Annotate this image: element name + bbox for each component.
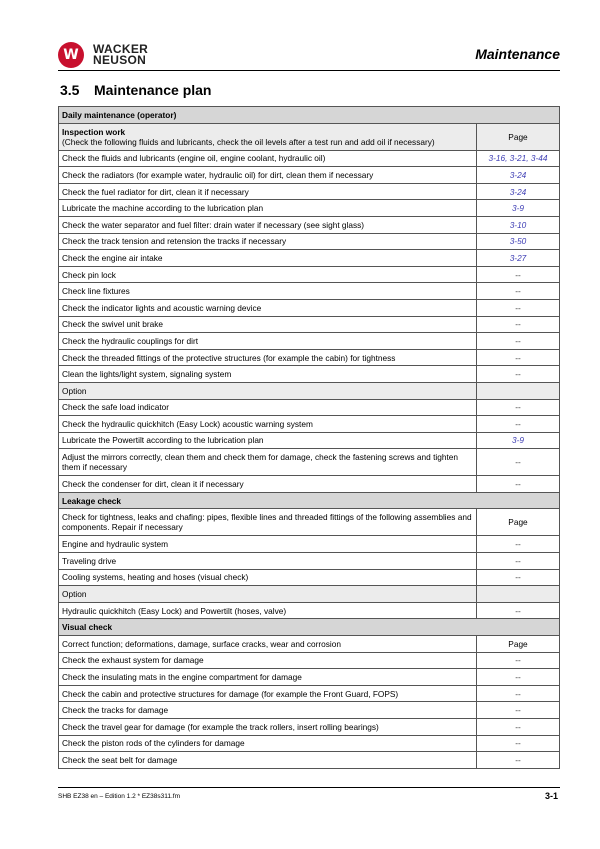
page-reference: --	[477, 416, 560, 433]
page-reference: --	[477, 399, 560, 416]
daily-maintenance-header	[59, 107, 560, 124]
page-column-header: Page	[477, 509, 560, 536]
page-reference: --	[477, 569, 560, 586]
maintenance-plan-table	[58, 106, 560, 769]
wacker-logo-icon: W	[58, 42, 84, 68]
task-description: Check the tracks for damage	[59, 702, 477, 719]
page-column-header: Page	[477, 636, 560, 653]
table-row	[59, 416, 560, 433]
leakage-check-header	[59, 492, 560, 509]
table-row	[59, 216, 560, 233]
page-link[interactable]: 3-50	[509, 236, 527, 247]
table-row	[59, 719, 560, 736]
page-reference	[477, 233, 560, 250]
page-reference: --	[477, 669, 560, 686]
task-description: Check the threaded fittings of the protective structures (for example the cabin) for tightness	[59, 349, 477, 366]
task-description: Check the piston rods of the cylinders for damage	[59, 735, 477, 752]
leakage-intro: Check for tightness, leaks and chafing: pipes, flexible lines and threaded fittings of the following assemblies and components. Repair if necessary	[59, 509, 477, 536]
page-reference: --	[477, 735, 560, 752]
page-column-header: Page	[477, 123, 560, 150]
inspection-work-header-title: Inspection work	[62, 126, 126, 137]
page-link[interactable]: 3-24	[509, 186, 527, 197]
task-description: Check the condenser for dirt, clean it if necessary	[59, 476, 477, 493]
table-row	[59, 150, 560, 167]
inspection-work-header	[59, 123, 560, 150]
page-link[interactable]: 3-9	[512, 203, 524, 214]
page-reference: --	[477, 449, 560, 476]
page-number: 3-1	[544, 791, 558, 801]
table-row	[59, 349, 560, 366]
page-reference: --	[477, 719, 560, 736]
table-row	[59, 536, 560, 553]
page-reference	[477, 250, 560, 267]
section-title	[60, 82, 211, 98]
table-row	[59, 333, 560, 350]
table-row	[59, 299, 560, 316]
table-row	[59, 366, 560, 383]
footer-divider	[58, 787, 560, 788]
task-description: Check the exhaust system for damage	[59, 652, 477, 669]
option-page-cell	[477, 382, 560, 399]
table-row	[59, 752, 560, 769]
table-row	[59, 735, 560, 752]
task-description: Check pin lock	[59, 266, 477, 283]
page-reference: --	[477, 366, 560, 383]
task-description: Cooling systems, heating and hoses (visual check)	[59, 569, 477, 586]
page-reference: --	[477, 333, 560, 350]
task-description: Check the seat belt for damage	[59, 752, 477, 769]
page-reference: --	[477, 702, 560, 719]
page-reference: --	[477, 299, 560, 316]
task-description: Check the indicator lights and acoustic warning device	[59, 299, 477, 316]
page-reference: --	[477, 652, 560, 669]
table-row	[59, 399, 560, 416]
page-reference: --	[477, 602, 560, 619]
daily-maintenance-header-cell: Daily maintenance (operator)	[59, 107, 560, 124]
page-reference: --	[477, 752, 560, 769]
section-number: 3.5	[60, 82, 80, 98]
table-row	[59, 183, 560, 200]
page-reference: --	[477, 266, 560, 283]
table-row	[59, 702, 560, 719]
table-row	[59, 602, 560, 619]
task-description: Check the fuel radiator for dirt, clean it if necessary	[59, 183, 477, 200]
table-row	[59, 685, 560, 702]
visual-intro: Correct function; deformations, damage, surface cracks, wear and corrosion	[59, 636, 477, 653]
table-row	[59, 233, 560, 250]
task-description: Check line fixtures	[59, 283, 477, 300]
task-description: Check the water separator and fuel filter: drain water if necessary (see sight glass)	[59, 216, 477, 233]
table-row	[59, 266, 560, 283]
table-row	[59, 316, 560, 333]
page-reference	[477, 183, 560, 200]
task-description: Traveling drive	[59, 553, 477, 570]
task-description: Check the radiators (for example water, hydraulic oil) for dirt, clean them if necessary	[59, 167, 477, 184]
inspection-work-header-cell	[59, 123, 477, 150]
leakage-check-header-cell: Leakage check	[59, 492, 560, 509]
page-reference	[477, 167, 560, 184]
brand-name: WACKER NEUSON	[93, 42, 149, 67]
footer-document-id: SHB EZ38 en – Edition 1.2 * EZ38s311.fm	[58, 793, 181, 800]
header-divider	[58, 70, 560, 71]
page-link[interactable]: 3-27	[509, 252, 527, 263]
task-description: Check the hydraulic couplings for dirt	[59, 333, 477, 350]
task-description: Check the safe load indicator	[59, 399, 477, 416]
page-reference: --	[477, 476, 560, 493]
page-link[interactable]: 3-9	[512, 435, 524, 446]
page-link[interactable]: 3-10	[509, 219, 527, 230]
page-reference: --	[477, 283, 560, 300]
page-reference: --	[477, 536, 560, 553]
page-reference	[477, 150, 560, 167]
task-description: Lubricate the machine according to the lubrication plan	[59, 200, 477, 217]
page-reference: --	[477, 316, 560, 333]
task-description: Check the fluids and lubricants (engine oil, engine coolant, hydraulic oil)	[59, 150, 477, 167]
page-reference	[477, 432, 560, 449]
task-description: Check the insulating mats in the engine compartment for damage	[59, 669, 477, 686]
visual-check-header	[59, 619, 560, 636]
task-description: Clean the lights/light system, signaling system	[59, 366, 477, 383]
table-row	[59, 569, 560, 586]
table-row	[59, 167, 560, 184]
option-label: Option	[59, 586, 477, 603]
table-row	[59, 432, 560, 449]
table-row	[59, 449, 560, 476]
task-description: Check the hydraulic quickhitch (Easy Lock) acoustic warning system	[59, 416, 477, 433]
page-link[interactable]: 3-16, 3-21, 3-44	[488, 153, 548, 164]
option-row	[59, 586, 560, 603]
page-header	[58, 38, 560, 70]
page-link[interactable]: 3-24	[509, 169, 527, 180]
task-description: Engine and hydraulic system	[59, 536, 477, 553]
inspection-work-header-note: (Check the following fluids and lubricants, check the oil levels after a test run and add oil if necessary)	[62, 136, 435, 147]
table-row	[59, 553, 560, 570]
page-reference: --	[477, 685, 560, 702]
table-row	[59, 250, 560, 267]
task-description: Check the track tension and retension the tracks if necessary	[59, 233, 477, 250]
option-page-cell	[477, 586, 560, 603]
option-row	[59, 382, 560, 399]
option-label: Option	[59, 382, 477, 399]
table-row	[59, 476, 560, 493]
chapter-title: Maintenance	[475, 46, 560, 62]
leakage-intro-row	[59, 509, 560, 536]
task-description: Adjust the mirrors correctly, clean them and check them for damage, check the fastening screws and tighten them if necessary	[59, 449, 477, 476]
table-row	[59, 283, 560, 300]
page-reference: --	[477, 349, 560, 366]
task-description: Check the swivel unit brake	[59, 316, 477, 333]
task-description: Check the travel gear for damage (for example the track rollers, insert rolling bearings)	[59, 719, 477, 736]
task-description: Check the engine air intake	[59, 250, 477, 267]
wacker-neuson-logo	[58, 42, 148, 68]
task-description: Lubricate the Powertilt according to the lubrication plan	[59, 432, 477, 449]
page-reference	[477, 216, 560, 233]
table-row	[59, 652, 560, 669]
visual-intro-row	[59, 636, 560, 653]
task-description: Hydraulic quickhitch (Easy Lock) and Powertilt (hoses, valve)	[59, 602, 477, 619]
section-heading: Maintenance plan	[94, 82, 212, 98]
page-reference: --	[477, 553, 560, 570]
table-row	[59, 669, 560, 686]
table-row	[59, 200, 560, 217]
page-reference	[477, 200, 560, 217]
task-description: Check the cabin and protective structures for damage (for example the Front Guard, FOPS)	[59, 685, 477, 702]
visual-check-header-cell: Visual check	[59, 619, 560, 636]
